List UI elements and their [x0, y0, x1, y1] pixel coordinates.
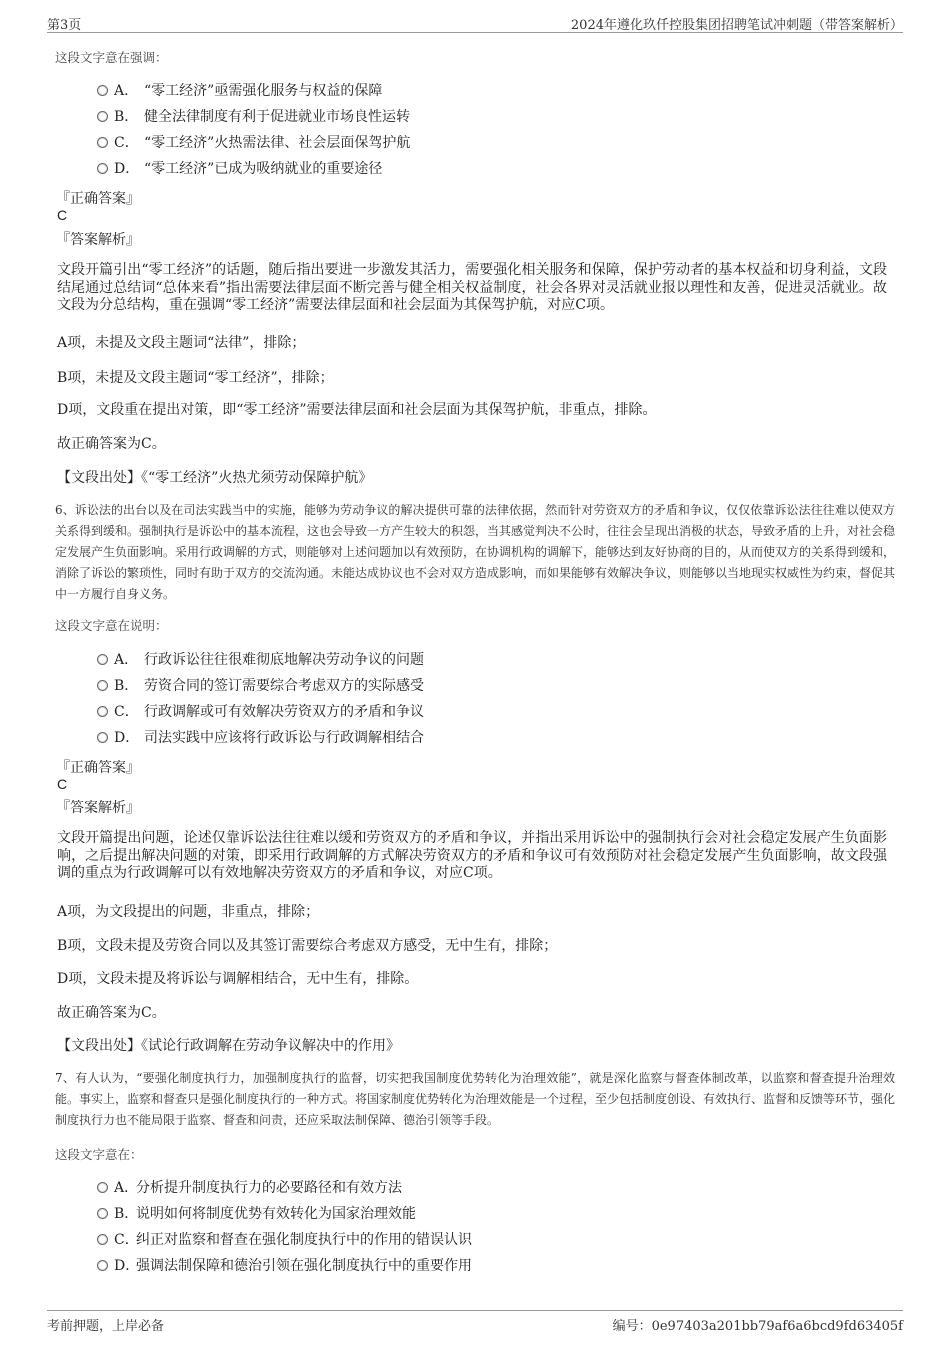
radio-icon[interactable] [97, 1208, 108, 1219]
footer-slogan: 考前押题，上岸必备 [47, 1319, 165, 1334]
option-a[interactable]: A． 行政诉讼往往很难彻底地解决劳动争议的问题 [97, 651, 424, 669]
radio-icon[interactable] [97, 111, 108, 122]
option-b[interactable]: B．说明如何将制度优势有效转化为国家治理效能 [97, 1205, 416, 1223]
analysis-line: D项，文段未提及将诉讼与调解相结合，无中生有，排除。 [57, 971, 419, 987]
analysis-label: 『答案解析』 [56, 232, 140, 248]
option-c[interactable]: C．纠正对监察和督查在强化制度执行中的作用的错误认识 [97, 1231, 472, 1249]
analysis-line: A项，为文段提出的问题，非重点，排除； [57, 904, 320, 920]
radio-icon[interactable] [97, 137, 108, 148]
radio-icon[interactable] [97, 1182, 108, 1193]
radio-icon[interactable] [97, 1260, 108, 1271]
option-d[interactable]: D． 司法实践中应该将行政诉讼与行政调解相结合 [97, 729, 424, 747]
option-d[interactable]: D． “零工经济”已成为吸纳就业的重要途径 [97, 160, 382, 178]
analysis-line: B项，文段未提及劳资合同以及其签订需要综合考虑双方感受，无中生有，排除； [57, 938, 558, 954]
question-text: 6、诉讼法的出台以及在司法实践当中的实施，能够为劳动争议的解决提供可靠的法律依据，然而针对劳资双方的矛盾和争议，仅仅依靠诉讼法往往难以使双方关系得到缓和。强制执行是诉讼中的基本流程，这也会导致一方产生较大的积怨，当其感觉判决不公时，往往会呈现出消极的状态，导致矛盾的上升，对社会稳定发展产生负面影响。采用行政调解的方式，则能够对上述问题加以有效预防，在协调机构的调解下，能够达到友好协商的目的，从而使双方的关系得到缓和，消除了诉讼的繁琐性，同时有助于双方的交流沟通。未能达成协议也不会对双方造成影响，而如果能够有效解决争议，则能够以当地现实权威性为约束，督促其中一方履行自身义务。 [55, 503, 896, 601]
option-b[interactable]: B． 劳资合同的签订需要综合考虑双方的实际感受 [97, 677, 424, 695]
analysis-line: D项，文段重在提出对策，即“零工经济”需要法律层面和社会层面为其保驾护航，非重点，排除。 [57, 402, 657, 418]
radio-icon[interactable] [97, 680, 108, 691]
option-a[interactable]: A．分析提升制度执行力的必要路径和有效方法 [97, 1179, 402, 1197]
page-number: 第3页 [47, 18, 82, 33]
correct-answer: C [57, 207, 68, 223]
option-c[interactable]: C． “零工经济”火热需法律、社会层面保驾护航 [97, 134, 410, 152]
option-b[interactable]: B． 健全法律制度有利于促进就业市场良性运转 [97, 108, 410, 126]
analysis-line: 故正确答案为C。 [57, 1005, 166, 1021]
radio-icon[interactable] [97, 654, 108, 665]
option-c[interactable]: C． 行政调解或可有效解决劳资双方的矛盾和争议 [97, 703, 424, 721]
option-d[interactable]: D．强调法制保障和德治引领在强化制度执行中的重要作用 [97, 1257, 472, 1275]
radio-icon[interactable] [97, 732, 108, 743]
analysis-text: 文段开篇提出问题，论述仅靠诉讼法往往难以缓和劳资双方的矛盾和争议，并指出采用诉讼中的强制执行会对社会稳定发展产生负面影响，之后提出解决问题的对策，即采用行政调解的方式解决劳资双方的矛盾和争议可有效预防对社会稳定发展产生负面影响，故文段强调的重点为行政调解可以有效地解决劳资双方的矛盾和争议，对应C项。 [57, 830, 887, 881]
document-id: 编号：0e97403a201bb79af6a6bcd9fd63405f [612, 1319, 903, 1334]
source-citation: 【文段出处】《试论行政调解在劳动争议解决中的作用》 [57, 1038, 400, 1054]
question-lead: 这段文字意在： [55, 1147, 143, 1162]
correct-answer-label: 『正确答案』 [56, 191, 140, 207]
source-citation: 【文段出处】《“零工经济”火热尤须劳动保障护航》 [57, 470, 373, 486]
analysis-label: 『答案解析』 [56, 800, 140, 816]
analysis-line: A项，未提及文段主题词“法律”，排除； [57, 335, 306, 351]
page-header [47, 12, 903, 33]
analysis-line: B项，未提及文段主题词“零工经济”，排除； [57, 370, 334, 386]
question-lead: 这段文字意在说明： [55, 618, 168, 633]
radio-icon[interactable] [97, 163, 108, 174]
question-text: 7、有人认为，“要强化制度执行力，加强制度执行的监督，切实把我国制度优势转化为治理效能”，就是深化监察与督查体制改革，以监察和督查提升治理效能。事实上，监察和督查只是强化制度执行的一种方式。将国家制度优势转化为治理效能是一个过程，至少包括制度创设、有效执行、监督和反馈等环节，强化制度执行力也不能局限于监察、督查和问责，还应采取法制保障、德治引领等手段。 [55, 1071, 896, 1127]
document-title: 2024年遵化玖仟控股集团招聘笔试冲刺题（带答案解析） [570, 18, 903, 33]
correct-answer-label: 『正确答案』 [56, 760, 140, 776]
radio-icon[interactable] [97, 85, 108, 96]
radio-icon[interactable] [97, 1234, 108, 1245]
question-lead: 这段文字意在强调： [55, 50, 168, 65]
radio-icon[interactable] [97, 706, 108, 717]
page-footer [47, 1310, 903, 1333]
correct-answer: C [57, 776, 68, 792]
analysis-line: 故正确答案为C。 [57, 436, 166, 452]
option-a[interactable]: A． “零工经济”亟需强化服务与权益的保障 [97, 82, 382, 100]
analysis-text: 文段开篇引出“零工经济”的话题，随后指出要进一步激发其活力，需要强化相关服务和保障，保护劳动者的基本权益和切身利益，文段结尾通过总结词“总体来看”指出需要法律层面不断完善与健全相关权益制度，社会各界对灵活就业报以理性和友善，促进灵活就业。故文段为分总结构，重在强调“零工经济”需要法律层面和社会层面为其保驾护航，对应C项。 [57, 262, 887, 313]
